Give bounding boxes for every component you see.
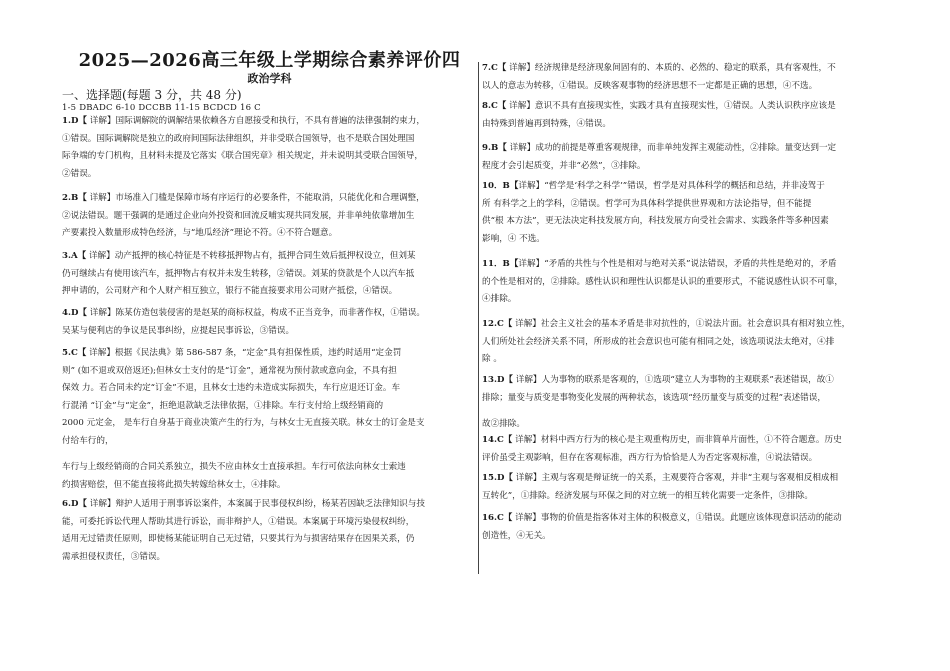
explanation-line: 保效 力。若合同未约定“订金”不退，且林女士违约未造成实际损失，车行应退还订金。车 bbox=[62, 383, 401, 393]
question-explanation bbox=[62, 248, 474, 301]
explanation-line: 产要素投入数量形成特色经济，与“地瓜经济”理论不符。④不符合题意。 bbox=[62, 228, 338, 238]
question-answer-label: 16.C【 bbox=[482, 513, 513, 523]
question-answer-label: 11．B【 bbox=[482, 259, 519, 269]
question-explanation bbox=[482, 432, 884, 467]
question-explanation bbox=[482, 256, 884, 309]
question-explanation bbox=[62, 113, 474, 183]
explanation-line: 需承担侵权责任，③错误。 bbox=[62, 551, 166, 562]
explanation-line: 评价虽受主观影响，但存在客观标准，西方行为恰恰是人为否定客观标准，④说法错误。 bbox=[482, 452, 818, 463]
question-answer-label: 13.D【 bbox=[482, 375, 513, 385]
question-explanation bbox=[62, 305, 474, 340]
question-explanation bbox=[482, 372, 884, 434]
question-explanation bbox=[482, 98, 884, 133]
question-explanation bbox=[482, 140, 884, 175]
explanation-line: 仍可继续占有使用该汽车，抵押物占有权并未发生转移，②错误。刘某的贷款是个人以汽车抵 bbox=[62, 268, 415, 279]
section-heading: 一、选择题(每题 3 分，共 48 分) bbox=[62, 88, 242, 102]
explanation-line: 详解】根据《民法典》第 586-587 条，“定金”具有担保性质，违约时适用“定金罚 bbox=[86, 348, 402, 358]
explanation-line: 的个性是相对的，②排除。感性认识和理性认识都是认识的重要形式，不能说感性认识不可靠， bbox=[482, 276, 843, 287]
explanation-line: 除 。 bbox=[482, 354, 502, 364]
question-answer-label: 5.C【 bbox=[62, 348, 87, 358]
question-explanation bbox=[62, 345, 474, 494]
question-explanation bbox=[482, 60, 884, 95]
question-answer-label: 3.A【 bbox=[62, 251, 87, 261]
page-title: 2025—2026高三年级上学期综合素养评价四 bbox=[78, 50, 461, 71]
line-gap bbox=[62, 450, 474, 459]
explanation-line: ②说法错误。题干强调的是通过企业向外投资和回流反哺实现共同发展，并非单纯依靠增加生 bbox=[62, 210, 415, 221]
explanation-line: 能，可委托诉讼代理人帮助其进行诉讼，而非辩护人，①错误。本案属于环境污染侵权纠纷， bbox=[62, 516, 415, 527]
question-answer-label: 6.D【 bbox=[62, 499, 88, 509]
explanation-line: 互转化”，①排除。经济发展与环保之间的对立统一的相互转化需要一定条件，③排除。 bbox=[482, 490, 813, 501]
explanation-line: 详解】事物的价值是指客体对主体的积极意义，①错误。此题应该体现意识活动的能动 bbox=[512, 513, 842, 523]
explanation-line: 押申请的，公司财产和个人财产相互独立，银行不能直接要求用公司财产抵偿，④错误。 bbox=[62, 286, 398, 296]
question-answer-label: 10．B【 bbox=[482, 181, 519, 191]
question-answer-label: 14.C【 bbox=[482, 435, 513, 445]
explanation-line: 详解】成功的前提是尊重客观规律，而非单纯发挥主观能动性，②排除。量变达到一定 bbox=[506, 143, 837, 153]
column-divider bbox=[478, 62, 479, 574]
explanation-line: 吴某与便利店的争议是民事纠纷，应提起民事诉讼，③错误。 bbox=[62, 325, 295, 336]
answer-key: 1-5 DBADC 6-10 DCCBB 11-15 BCDCD 16 C bbox=[62, 103, 261, 113]
explanation-line: ①错误。国际调解院是独立的政府间国际法律组织，并非受联合国领导，也不是联合国处理国 bbox=[62, 133, 415, 144]
explanation-line: 影响，④ 不选。 bbox=[482, 233, 545, 244]
explanation-line: 详解】社会主义社会的基本矛盾是非对抗性的，①说法片面。社会意识具有相对独立性， bbox=[512, 319, 851, 329]
explanation-line: 详解】陈某仿造包装侵害的是赵某的商标权益，构成不正当竞争，而非著作权，①错误。 bbox=[87, 308, 425, 318]
explanation-line: 约损害赔偿，但不能直接将此损失转嫁给林女士，④排除。 bbox=[62, 479, 286, 490]
question-answer-label: 2.B【 bbox=[62, 193, 87, 203]
explanation-line: 详解】“哲学是‘科学之科学’”错误，哲学是对具体科学的概括和总结，并非凌驾于 bbox=[518, 181, 825, 191]
explanation-line: 排除；量变与质变是事物变化发展的两种状态，该选项“经历量变与质变的过程”表述错误， bbox=[482, 392, 826, 403]
explanation-line: 供“根 本方法”，更无法决定科技发展方向，科技发展方向受社会需求、实践条件等多种因素 bbox=[482, 216, 829, 226]
explanation-line: 车行与上级经销商的合同关系独立，损失不应由林女士直接承担。车行可依法向林女士索违 bbox=[62, 462, 406, 472]
question-answer-label: 8.C【 bbox=[482, 101, 507, 111]
explanation-line: 详解】动产抵押的核心特征是不转移抵押物占有，抵押合同生效后抵押权设立，但刘某 bbox=[86, 251, 416, 261]
explanation-line: 程度才会引起质变，并非“必然”，③排除。 bbox=[482, 160, 646, 171]
explanation-line: 详解】辩护人适用于刑事诉讼案件，本案属于民事侵权纠纷，杨某若因缺乏法律知识与技 bbox=[87, 499, 425, 509]
line-gap bbox=[482, 407, 884, 416]
explanation-line: 人们所处社会经济关系不同，所形成的社会意识也可能有相同之处，该选项说法太绝对，④排 bbox=[482, 336, 835, 347]
explanation-line: 详解】“矛盾的共性与个性是相对与绝对关系”说法错误，矛盾的共性是绝对的，矛盾 bbox=[518, 259, 837, 269]
explanation-line: 详解】国际调解院的调解结果依赖各方自愿接受和执行，不具有普遍的法律强制约束力， bbox=[87, 116, 425, 126]
question-answer-label: 7.C【 bbox=[482, 63, 507, 73]
explanation-line: 故②排除。 bbox=[482, 419, 525, 429]
explanation-line: 付给车行的， bbox=[62, 435, 114, 446]
explanation-line: 由特殊到普遍再到特殊，④错误。 bbox=[482, 118, 611, 129]
explanation-line: 详解】人为事物的联系是客观的，①选项“建立人为事物的主观联系”表述错误，故① bbox=[513, 375, 834, 385]
explanation-line: 详解】意识不具有直接现实性，实践才具有直接现实性，①错误。人类认识秩序应该是 bbox=[506, 101, 836, 111]
question-explanation bbox=[62, 496, 474, 566]
question-explanation bbox=[482, 470, 884, 505]
question-explanation bbox=[482, 316, 884, 369]
explanation-line: ②错误。 bbox=[62, 168, 97, 179]
explanation-line: ④排除。 bbox=[482, 294, 517, 304]
explanation-line: 详解】主观与客观是辩证统一的关系，主观要符合客观，并非“主观与客观相反相成相 bbox=[513, 473, 839, 483]
explanation-line: 详解】材料中西方行为的核心是主观重构历史，而非简单片面性，①不符合题意。历史 bbox=[512, 435, 842, 445]
question-explanation bbox=[482, 510, 884, 545]
explanation-line: 创造性，④无关。 bbox=[482, 530, 551, 541]
explanation-line: 以人的意志为转移，①错误。反映客观事物的经济思想不一定都是正确的思想，④不选。 bbox=[482, 80, 818, 91]
explanation-line: 则” (如不退或双倍返还);但林女士支付的是“订金”，通常视为预付款或意向金，不具有担 bbox=[62, 365, 397, 376]
question-explanation bbox=[482, 178, 884, 248]
explanation-line: 际争端的专门机构，且材料未提及它落实《联合国宪章》相关规定，并未说明其受联合国领导， bbox=[62, 151, 423, 161]
question-answer-label: 12.C【 bbox=[482, 319, 513, 329]
explanation-line: 2000 元定金， 是车行自身基于商业决策产生的行为，与林女士无直接关联。林女士的订金是支 bbox=[62, 418, 425, 428]
explanation-line: 行混淆 “订金”与“定金”，拒绝退款缺乏法律依据，①排除。车行支付给上级经销商的 bbox=[62, 400, 384, 411]
question-answer-label: 4.D【 bbox=[62, 308, 88, 318]
question-answer-label: 9.B【 bbox=[482, 143, 507, 153]
subject-title: 政治学科 bbox=[247, 72, 292, 85]
explanation-line: 详解】市场准入门槛是保障市场有序运行的必要条件，不能取消，只能优化和合理调整， bbox=[86, 193, 425, 203]
explanation-line: 详解】经济规律是经济现象间固有的、本质的、必然的、稳定的联系，具有客观性，不 bbox=[506, 63, 836, 73]
question-explanation bbox=[62, 190, 474, 243]
question-answer-label: 1.D【 bbox=[62, 116, 88, 126]
explanation-line: 所 有科学之上的学科，②错误。哲学可为具体科学提供世界观和方法论指导，但不能提 bbox=[482, 198, 812, 209]
question-answer-label: 15.D【 bbox=[482, 473, 513, 483]
explanation-line: 适用无过错责任原则，即使杨某能证明自己无过错，只要其行为与损害结果存在因果关系，仍 bbox=[62, 534, 415, 544]
